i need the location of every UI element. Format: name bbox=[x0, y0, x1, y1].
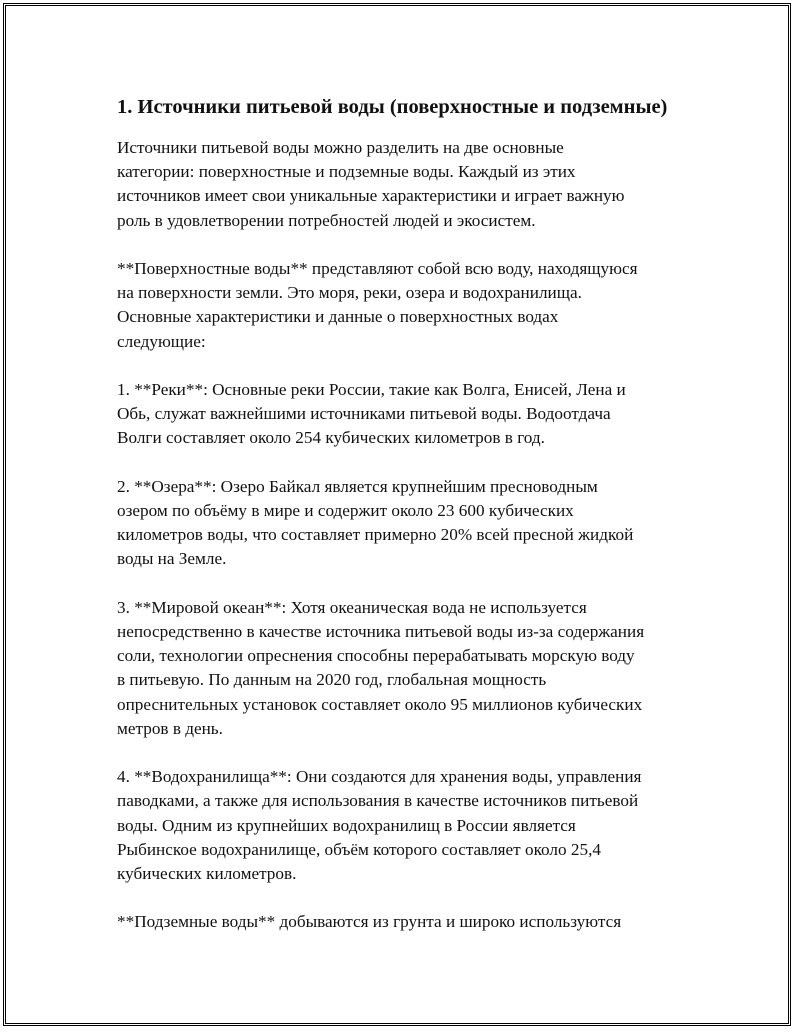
text-line: следующие: bbox=[117, 331, 206, 351]
text-line: роль в удовлетворении потребностей людей и экосистем. bbox=[117, 210, 536, 230]
text-line: Обь, служат важнейшими источниками питьевой воды. Водоотдача bbox=[117, 404, 611, 424]
text-line: непосредственно в качестве источника питьевой воды из-за содержания bbox=[117, 622, 645, 641]
text-line: воды на Земле. bbox=[117, 549, 227, 569]
text-line: **Поверхностные воды** представляют собой всю воду, находящуюся bbox=[117, 259, 638, 278]
text-line: кубических километров. bbox=[117, 864, 297, 884]
text-line: **Подземные воды** добываются из грунта и широко используются bbox=[117, 912, 622, 932]
text-line: категории: поверхностные и подземные воды. Каждый из этих bbox=[117, 162, 576, 182]
document-title: 1. Источники питьевой воды (поверхностные и подземные) bbox=[117, 96, 668, 118]
text-line: километров воды, что составляет примерно 20% всей пресной жидкой bbox=[117, 525, 634, 545]
paragraph-rivers bbox=[117, 378, 692, 451]
document-body bbox=[117, 94, 692, 959]
paragraph-reservoirs bbox=[117, 765, 692, 886]
paragraph-intro bbox=[117, 136, 692, 233]
paragraph-ocean bbox=[117, 596, 692, 741]
text-line: Источники питьевой воды можно разделить на две основные bbox=[117, 138, 564, 157]
text-line: метров в день. bbox=[117, 718, 223, 738]
text-line: на поверхности земли. Это моря, реки, озера и водохранилища. bbox=[117, 283, 582, 303]
text-line: Основные характеристики и данные о поверхностных водах bbox=[117, 307, 559, 327]
text-line: в питьевую. По данным на 2020 год, глобальная мощность bbox=[117, 670, 547, 690]
text-line: озером по объёму в мире и содержит около 23 600 кубических bbox=[117, 501, 574, 520]
text-line: источников имеет свои уникальные характеристики и играет важную bbox=[117, 186, 625, 206]
text-line: соли, технологии опреснения способны перерабатывать морскую воду bbox=[117, 646, 635, 666]
text-line: 3. **Мировой океан**: Хотя океаническая вода не используется bbox=[117, 597, 587, 617]
paragraph-groundwater bbox=[117, 910, 692, 934]
paragraph-lakes bbox=[117, 475, 692, 572]
text-line: опреснительных установок составляет около 95 миллионов кубических bbox=[117, 694, 643, 714]
text-line: 1. **Реки**: Основные реки России, такие как Волга, Енисей, Лена и bbox=[117, 380, 626, 399]
paragraph-surface-waters bbox=[117, 257, 692, 354]
text-line: воды. Одним из крупнейших водохранилищ в России является bbox=[117, 815, 576, 835]
text-line: Рыбинское водохранилище, объём которого составляет около 25,4 bbox=[117, 839, 601, 859]
text-line: Волги составляет около 254 кубических километров в год. bbox=[117, 428, 545, 448]
text-line: 4. **Водохранилища**: Они создаются для хранения воды, управления bbox=[117, 767, 642, 787]
text-line: 2. **Озера**: Озеро Байкал является крупнейшим пресноводным bbox=[117, 476, 598, 496]
text-line: паводками, а также для использования в качестве источников питьевой bbox=[117, 791, 639, 811]
